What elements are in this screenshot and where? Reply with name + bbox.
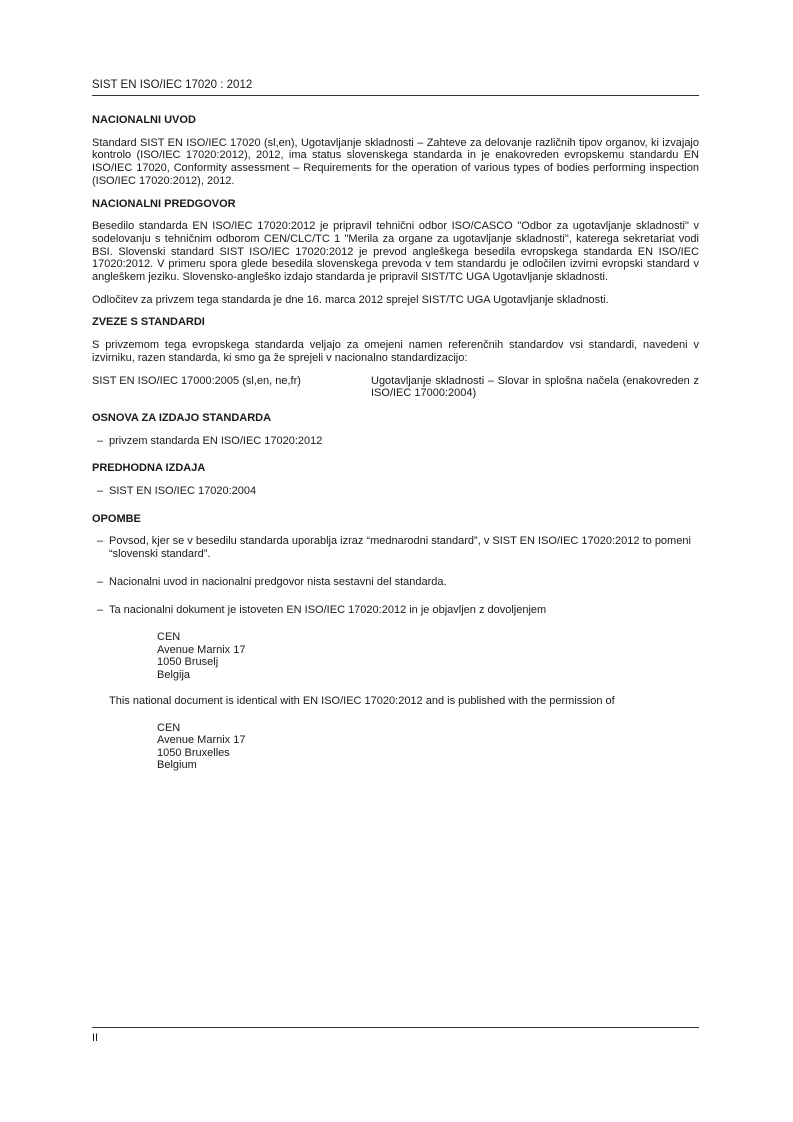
address-line: Belgium [157,759,197,772]
dash-bullet: – [97,434,104,447]
document-page [92,0,699,1122]
header-rule [92,95,699,96]
footer-rule [92,1027,699,1028]
address-block-en [157,722,699,772]
address-line: 1050 Bruselj [157,656,219,669]
dash-bullet: – [97,603,104,616]
reference-code: SIST EN ISO/IEC 17000:2005 (sl,en, ne,fr) [92,374,301,387]
list-item [92,535,699,560]
list-item [92,604,699,617]
list-item-text: Povsod, kjer se v besedilu standarda uporablja izraz “mednarodni standard”, v SIST EN ISO/IEC 17020:2012 to pomeni “slovenski standard”. [109,535,691,561]
paragraph-predgovor-1: Besedilo standarda EN ISO/IEC 17020:2012 je pripravil tehnični odbor ISO/CASCO "Odbor za ugotavljanje skladnosti" v sodelovanju s tehničnim odborom CEN/CLC/TC 1 "Merila za organe za ugotavljanje skladnosti", katerega sekretariat vodi BSI. Slovenski standard SIST ISO/IEC 17020:2012 je prevod angleškega besedila evropskega standarda EN ISO/IEC 17020:2012. V primeru spora glede besedila slovenskega prevoda v tem standardu je odločilen izvirni evropski standard v angleškem jeziku. Slovensko-angleško izdajo standarda je pripravil SIST/TC UGA Ugotavljanje skladnosti. [92,220,699,284]
heading-predhodna-izdaja: PREDHODNA IZDAJA [92,462,206,475]
address-line: Avenue Marnix 17 [157,734,246,747]
heading-zveze-s-standardi: ZVEZE S STANDARDI [92,316,205,329]
dash-bullet: – [97,575,104,588]
list-item [92,485,699,498]
page-number: II [92,1032,99,1044]
paragraph-predgovor-2: Odločitev za privzem tega standarda je dne 16. marca 2012 sprejel SIST/TC UGA Ugotavljanje skladnosti. [92,293,609,306]
address-line: CEN [157,631,181,644]
list-item-text: Nacionalni uvod in nacionalni predgovor nista sestavni del standarda. [109,575,447,588]
address-line: CEN [157,721,181,734]
list-item [92,576,699,589]
running-header: SIST EN ISO/IEC 17020 : 2012 [92,79,253,91]
dash-bullet: – [97,485,104,498]
address-line: 1050 Bruxelles [157,746,230,759]
page-content [92,114,699,786]
paragraph-zveze: S privzemom tega evropskega standarda veljajo za omejeni namen referenčnih standardov vsi standardi, navedeni v izvirniku, razen standarda, ki smo ga že sprejeli v nacionalno standardizacijo: [92,339,699,364]
heading-nacionalni-uvod: NACIONALNI UVOD [92,114,196,126]
dash-bullet: – [97,535,104,548]
english-note: This national document is identical with EN ISO/IEC 17020:2012 and is published with the permission of [109,695,615,708]
list-item-text: SIST EN ISO/IEC 17020:2004 [109,485,257,498]
list-item-text: Ta nacionalni dokument je istoveten EN ISO/IEC 17020:2012 in je objavljen z dovoljenjem [109,603,547,616]
paragraph-nacionalni-uvod: Standard SIST EN ISO/IEC 17020 (sl,en), Ugotavljanje skladnosti – Zahteve za delovanje različnih tipov organov, ki izvajajo kontrolo (ISO/IEC 17020:2012), 2012, ima status slovenskega standarda in je enakovreden evropskemu standardu EN ISO/IEC 17020, Conformity assessment – Requirements for the operation of various types of bodies performing inspection (ISO/IEC 17020:2012), 2012. [92,136,699,187]
reference-row [92,375,699,400]
list-item [92,435,699,448]
reference-title: Ugotavljanje skladnosti – Slovar in splošna načela (enakovreden z ISO/IEC 17000:2004) [371,374,699,400]
heading-nacionalni-predgovor: NACIONALNI PREDGOVOR [92,197,236,210]
address-line: Belgija [157,668,191,681]
heading-opombe: OPOMBE [92,512,141,525]
address-block-sl [157,631,699,681]
list-item-text: privzem standarda EN ISO/IEC 17020:2012 [109,434,323,447]
address-line: Avenue Marnix 17 [157,643,246,656]
heading-osnova: OSNOVA ZA IZDAJO STANDARDA [92,411,272,424]
